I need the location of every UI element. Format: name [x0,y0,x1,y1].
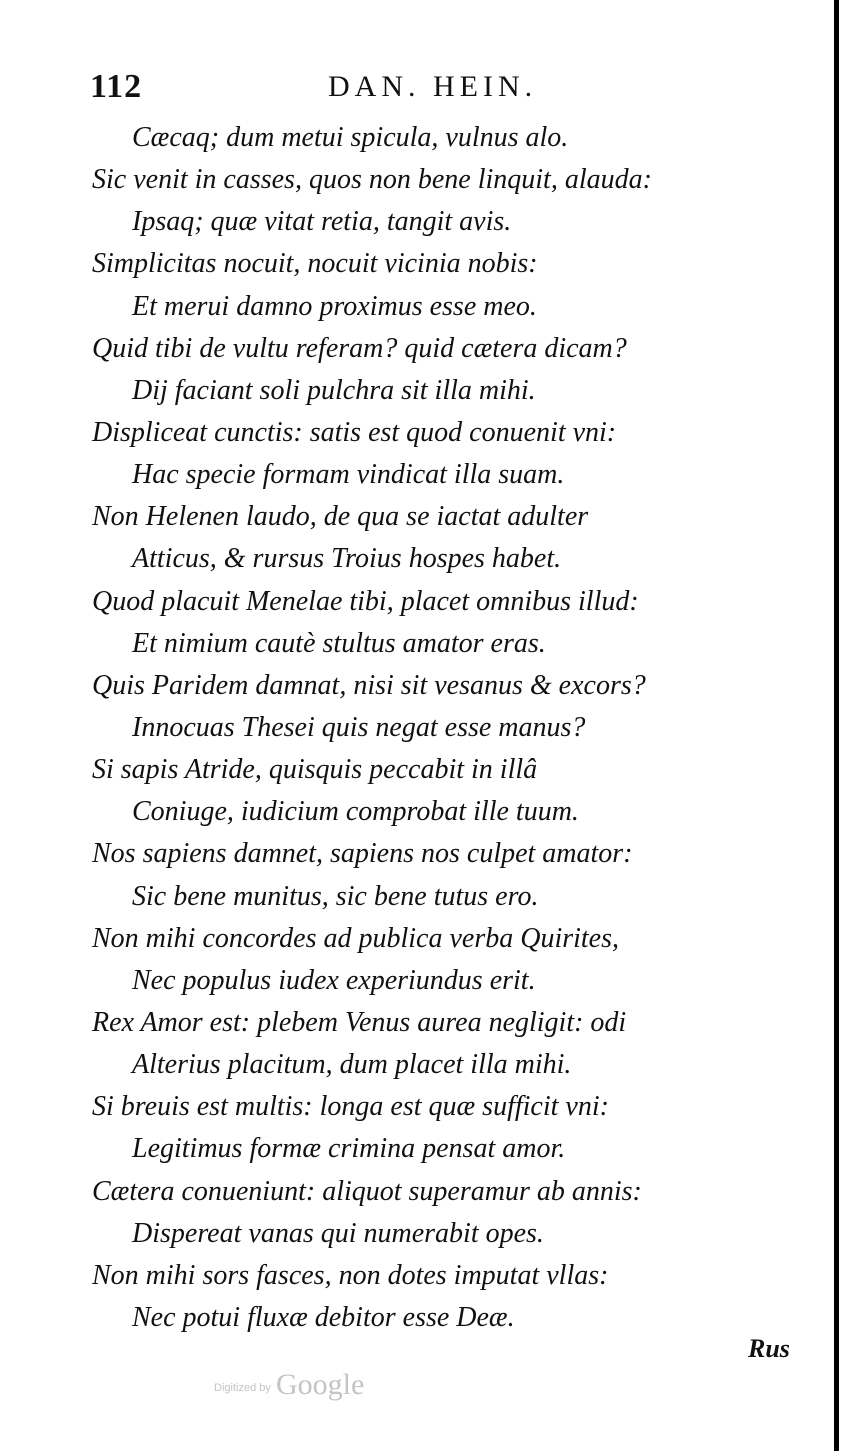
verse-line: Quid tibi de vultu referam? quid cætera dicam? [92,332,627,364]
verse-line: Displiceat cunctis: satis est quod conuenit vni: [92,416,617,448]
verse-line: Et nimium cautè stultus amator eras. [132,627,546,659]
verse-line: Sic venit in casses, quos non bene linquit, alauda: [92,164,652,196]
verse-line: Quis Paridem damnat, nisi sit vesanus & excors? [92,669,646,701]
verse-line: Coniuge, iudicium comprobat ille tuum. [132,796,579,828]
verse-line: Cætera conueniunt: aliquot superamur ab annis: [92,1175,642,1207]
verse-line: Non mihi sors fasces, non dotes imputat vllas: [92,1259,609,1291]
verse-line: Alterius placitum, dum placet illa mihi. [132,1049,572,1081]
verse-line: Dispereat vanas qui numerabit opes. [132,1217,544,1249]
verse-line: Non Helenen laudo, de qua se iactat adulter [92,501,589,533]
verse-line: Sic bene munitus, sic bene tutus ero. [132,880,539,912]
verse-line: Si breuis est multis: longa est quæ sufficit vni: [92,1091,609,1123]
verse-line: Si sapis Atride, quisquis peccabit in illâ [92,754,538,786]
verse-line: Innocuas Thesei quis negat esse manus? [132,711,586,743]
verse-line: Legitimus formæ crimina pensat amor. [132,1133,566,1165]
poem-text [0,117,834,1339]
verse-line: Ipsaq; quæ vitat retia, tangit avis. [132,206,512,238]
catchword: Rus [748,1334,790,1363]
digitized-prefix: Digitized by [214,1382,271,1394]
digitized-watermark [214,1368,364,1402]
verse-line: Cæcaq; dum metui spicula, vulnus alo. [132,122,569,153]
verse-line: Non mihi concordes ad publica verba Quirites, [92,922,620,954]
verse-line: Nos sapiens damnet, sapiens nos culpet amator: [92,838,633,870]
digitized-brand: Google [275,1368,365,1401]
verse-line: Hac specie formam vindicat illa suam. [132,459,565,491]
running-head-author: DAN. HEIN. [328,70,538,103]
verse-line: Nec populus iudex experiundus erit. [132,964,536,996]
page-number: 112 [90,68,143,105]
verse-line: Rex Amor est: plebem Venus aurea negligit: odi [92,1006,627,1038]
verse-line: Nec potui fluxæ debitor esse Deæ. [132,1301,515,1333]
running-head [90,68,710,112]
verse-line: Quod placuit Menelae tibi, placet omnibus illud: [92,585,639,617]
verse-line: Dij faciant soli pulchra sit illa mihi. [132,374,536,406]
verse-line: Simplicitas nocuit, nocuit vicinia nobis: [92,248,538,280]
verse-line: Atticus, & rursus Troius hospes habet. [132,543,562,575]
verse-line: Et merui damno proximus esse meo. [132,290,537,322]
page-edge-rule [834,0,839,1451]
